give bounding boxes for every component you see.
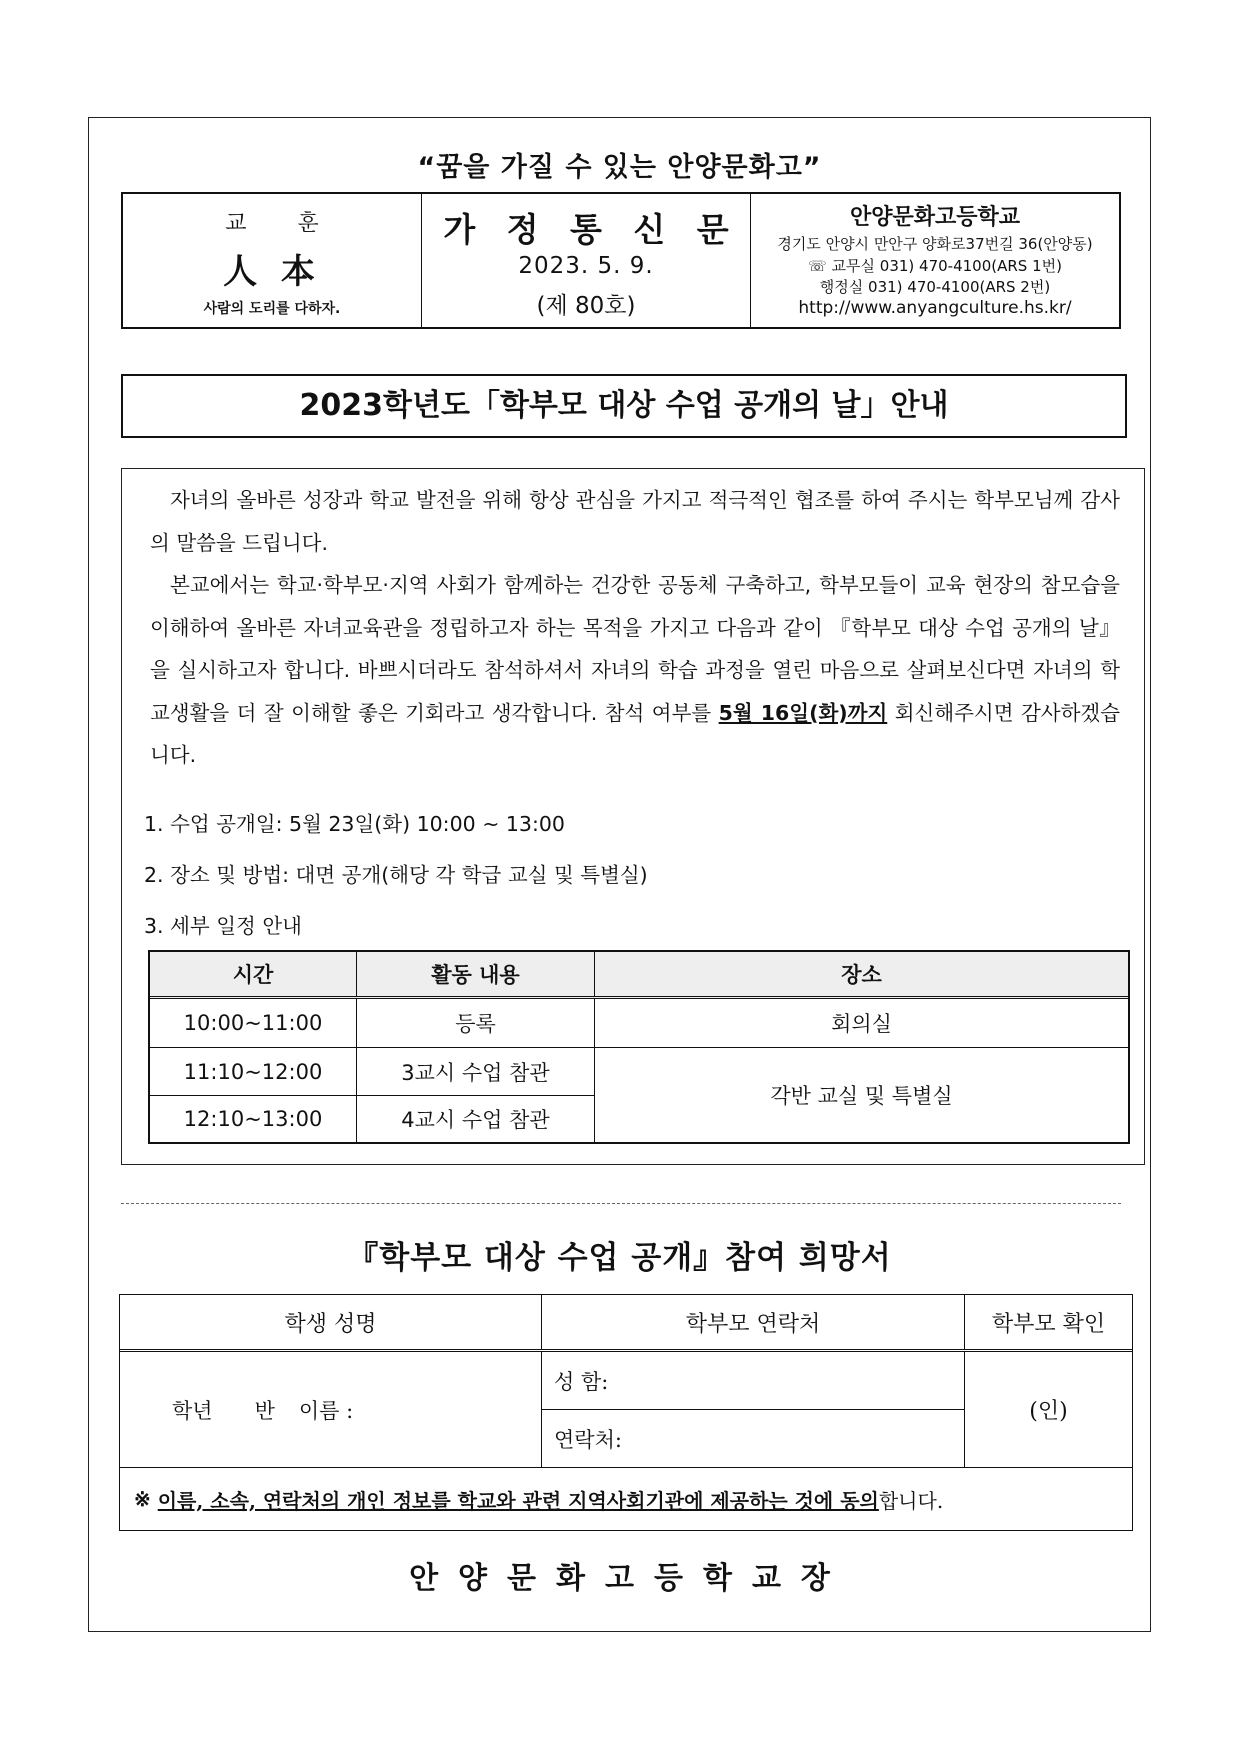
row-time: 12:10~13:00 (150, 1096, 357, 1142)
header-place: 장소 (841, 963, 882, 987)
merged-place-cell: 각반 교실 및 특별실 (770, 1084, 953, 1108)
table-row (150, 999, 1128, 1048)
consent-tail: 합니다. (878, 1488, 944, 1513)
consent-mark: ※ (134, 1487, 158, 1511)
form-header-row (120, 1295, 1132, 1352)
school-phone-office: ☏ 교무실 031) 470-4100(ARS 1번) (808, 257, 1062, 275)
row-activity: 4교시 수업 참관 (357, 1096, 595, 1142)
school-address: 경기도 안양시 만안구 양화로37번길 36(안양동) (777, 235, 1093, 253)
form-body-row (120, 1352, 1132, 1468)
reply-deadline: 5월 16일(화)까지 (718, 700, 888, 725)
school-name: 안양문화고등학교 (849, 205, 1021, 230)
row-time: 10:00~11:00 (150, 999, 357, 1047)
item-open-date: 1. 수업 공개일: 5월 23일(화) 10:00 ~ 13:00 (144, 812, 565, 836)
row-activity: 등록 (357, 999, 595, 1047)
newsletter-issue: (제 80호) (536, 293, 636, 319)
creed-value: 人 本 (223, 252, 321, 292)
header-student-name: 학생 성명 (120, 1295, 542, 1349)
cut-line-divider (121, 1203, 1121, 1204)
consent-text: 이름, 소속, 연락처의 개인 정보를 학교와 관련 지역사회기관에 제공하는 것에 동의 (157, 1488, 879, 1513)
header-parent-confirm: 학부모 확인 (991, 1311, 1106, 1337)
newsletter-date: 2023. 5. 9. (518, 253, 654, 279)
header-parent-contact: 학부모 연락처 (542, 1295, 965, 1349)
participation-form (119, 1294, 1133, 1531)
notice-title: 2023학년도「학부모 대상 수업 공개의 날」안내 (121, 374, 1127, 438)
grade-label: 학년 (172, 1398, 213, 1423)
school-contact-cell (750, 194, 1119, 327)
schedule-table (148, 950, 1130, 1144)
principal-signature: 안양문화고등학교장 (409, 1561, 850, 1596)
row-place: 회의실 (831, 1012, 892, 1036)
item-schedule-heading: 3. 세부 일정 안내 (144, 914, 302, 938)
form-title: 『학부모 대상 수업 공개』참여 희망서 (347, 1240, 892, 1276)
row-activity: 3교시 수업 참관 (357, 1048, 595, 1096)
privacy-consent (120, 1468, 1132, 1530)
class-label: 반 (254, 1398, 275, 1423)
purpose-paragraph: 본교에서는 학교·학부모·지역 사회가 함께하는 건강한 공동체 구축하고, 학부모들이 교육 현장의 참모습을 이해하여 올바른 자녀교육관을 정립하고자 하는 목적을 가지고 다음과 같이 『학부모 대상 수업 공개의 날』을 실시하고자 합니다. 바쁘시더라도 참석하셔서 자녀의 학습 과정을 열린 마음으로 살펴보신다면 자녀의 학교생활을 더 잘 이해할 좋은 기회라고 생각합니다. 참석 여부를 5월 16일(화)까지 회신해주시면 감사하겠습니다. (150, 573, 1120, 767)
header-activity: 활동 내용 (357, 952, 595, 996)
schedule-header-row (150, 952, 1128, 999)
school-motto: “꿈을 가질 수 있는 안양문화고” (417, 152, 822, 183)
school-url-link[interactable]: http://www.anyangculture.hs.kr/ (798, 298, 1072, 318)
creed-subtitle: 사람의 도리를 다하자. (203, 301, 341, 317)
greeting-paragraph: 자녀의 올바른 성장과 학교 발전을 위해 항상 관심을 가지고 적극적인 협조를 하여 주시는 학부모님께 감사의 말씀을 드립니다. (150, 488, 1120, 555)
parent-contact-cell (542, 1352, 965, 1467)
parent-phone-field[interactable]: 연락처: (554, 1428, 622, 1452)
creed-label: 교 훈 (225, 211, 341, 236)
school-phone-admin: 행정실 031) 470-4100(ARS 2번) (819, 278, 1051, 296)
student-name-field[interactable] (120, 1352, 542, 1467)
name-label: 이름 : (298, 1398, 354, 1423)
parent-seal-field[interactable]: (인) (1029, 1399, 1068, 1424)
row-time: 11:10~12:00 (150, 1048, 357, 1096)
newsletter-info-cell (421, 194, 750, 327)
school-creed-cell (123, 194, 421, 327)
parent-name-field[interactable]: 성 함: (542, 1352, 964, 1410)
newsletter-header (121, 192, 1121, 329)
header-time: 시간 (150, 952, 357, 996)
newsletter-title: 가 정 통 신 문 (443, 210, 739, 249)
item-place-method: 2. 장소 및 방법: 대면 공개(해당 각 학급 교실 및 특별실) (144, 863, 648, 887)
